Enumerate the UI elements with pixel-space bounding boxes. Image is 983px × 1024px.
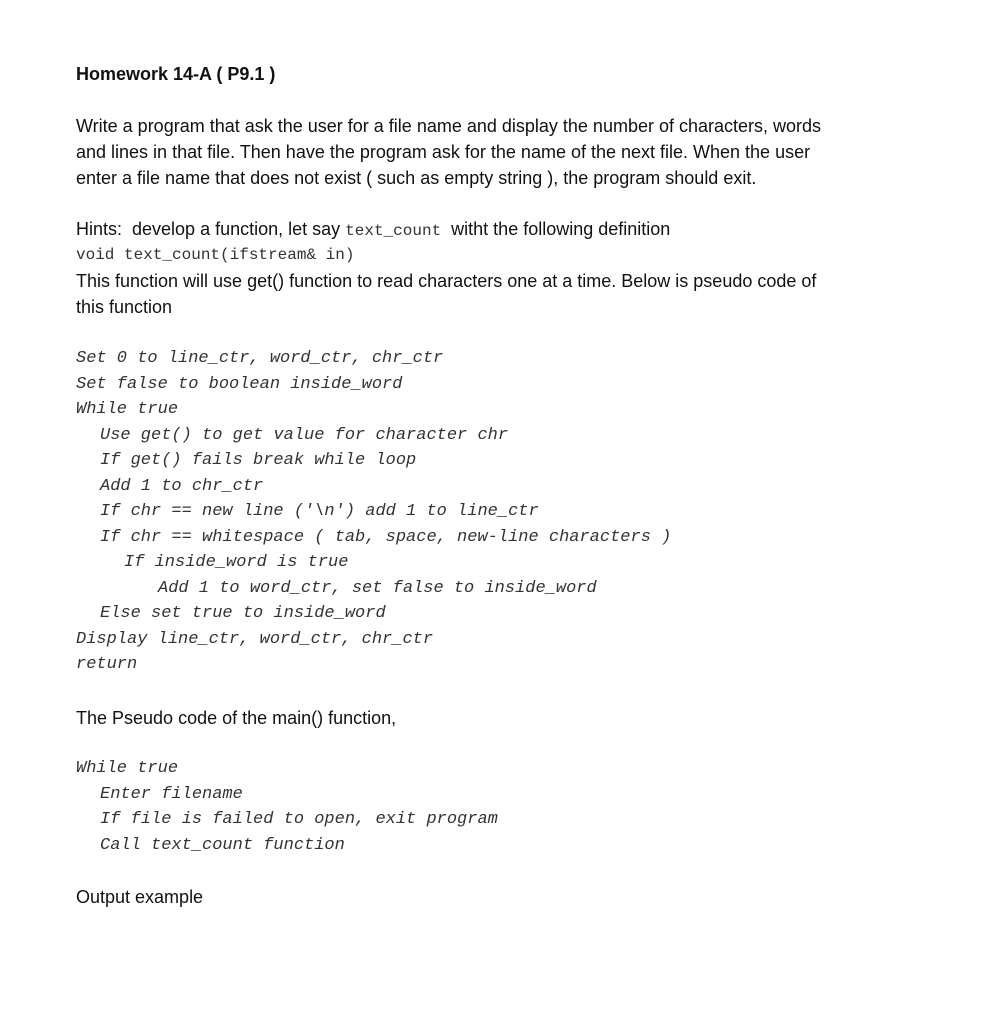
main-pseudocode <box>76 756 498 858</box>
hints-description: This function will use get() function to read characters one at a time. Below is pseudo code of <box>76 271 817 291</box>
intro-paragraph <box>76 113 821 191</box>
output-heading-text: Output example <box>76 887 204 907</box>
code-line: Set false to boolean inside_word <box>76 374 403 394</box>
output-example-heading <box>76 884 203 910</box>
hints-paragraph <box>76 216 816 320</box>
main-pseudocode-heading <box>76 705 396 731</box>
function-name: text_count <box>345 222 442 240</box>
code-line: If get() fails break while loop <box>100 451 417 470</box>
code-line: Else set true to inside_word <box>100 604 386 623</box>
function-signature: void text_count(ifstream& in) <box>76 246 355 264</box>
hints-description: this function <box>76 297 173 317</box>
code-line: Display line_ctr, word_ctr, chr_ctr <box>76 629 434 649</box>
code-line: return <box>76 655 138 674</box>
main-heading-text: The Pseudo code of the main() function, <box>76 708 397 728</box>
code-line: If inside_word is true <box>124 553 349 572</box>
code-line: If file is failed to open, exit program <box>100 810 498 829</box>
code-line: Use get() to get value for character chr <box>100 425 509 445</box>
code-line: Add 1 to word_ctr, set false to inside_word <box>158 578 597 598</box>
code-line: If chr == whitespace ( tab, space, new-line characters ) <box>100 527 672 547</box>
hints-prefix: Hints: develop a function, let say <box>76 219 346 239</box>
code-line: Set 0 to line_ctr, word_ctr, chr_ctr <box>76 349 444 368</box>
code-line: Add 1 to chr_ctr <box>100 476 264 496</box>
hints-line <box>76 216 816 242</box>
code-line: While true <box>76 400 179 419</box>
intro-line: Write a program that ask the user for a file name and display the number of characters, words <box>76 116 822 136</box>
hints-suffix: witht the following definition <box>441 219 671 239</box>
homework-title: Homework 14-A ( P9.1 ) <box>76 64 276 84</box>
text-count-pseudocode <box>76 346 671 678</box>
intro-line: enter a file name that does not exist ( such as empty string ), the program should exit. <box>76 168 757 188</box>
code-line: If chr == new line ('\n') add 1 to line_ctr <box>100 502 539 521</box>
code-line: Enter filename <box>100 784 243 804</box>
code-line: Call text_count function <box>100 835 345 855</box>
intro-line: and lines in that file. Then have the program ask for the name of the next file. When the user <box>76 142 811 162</box>
code-line: While true <box>76 759 179 778</box>
